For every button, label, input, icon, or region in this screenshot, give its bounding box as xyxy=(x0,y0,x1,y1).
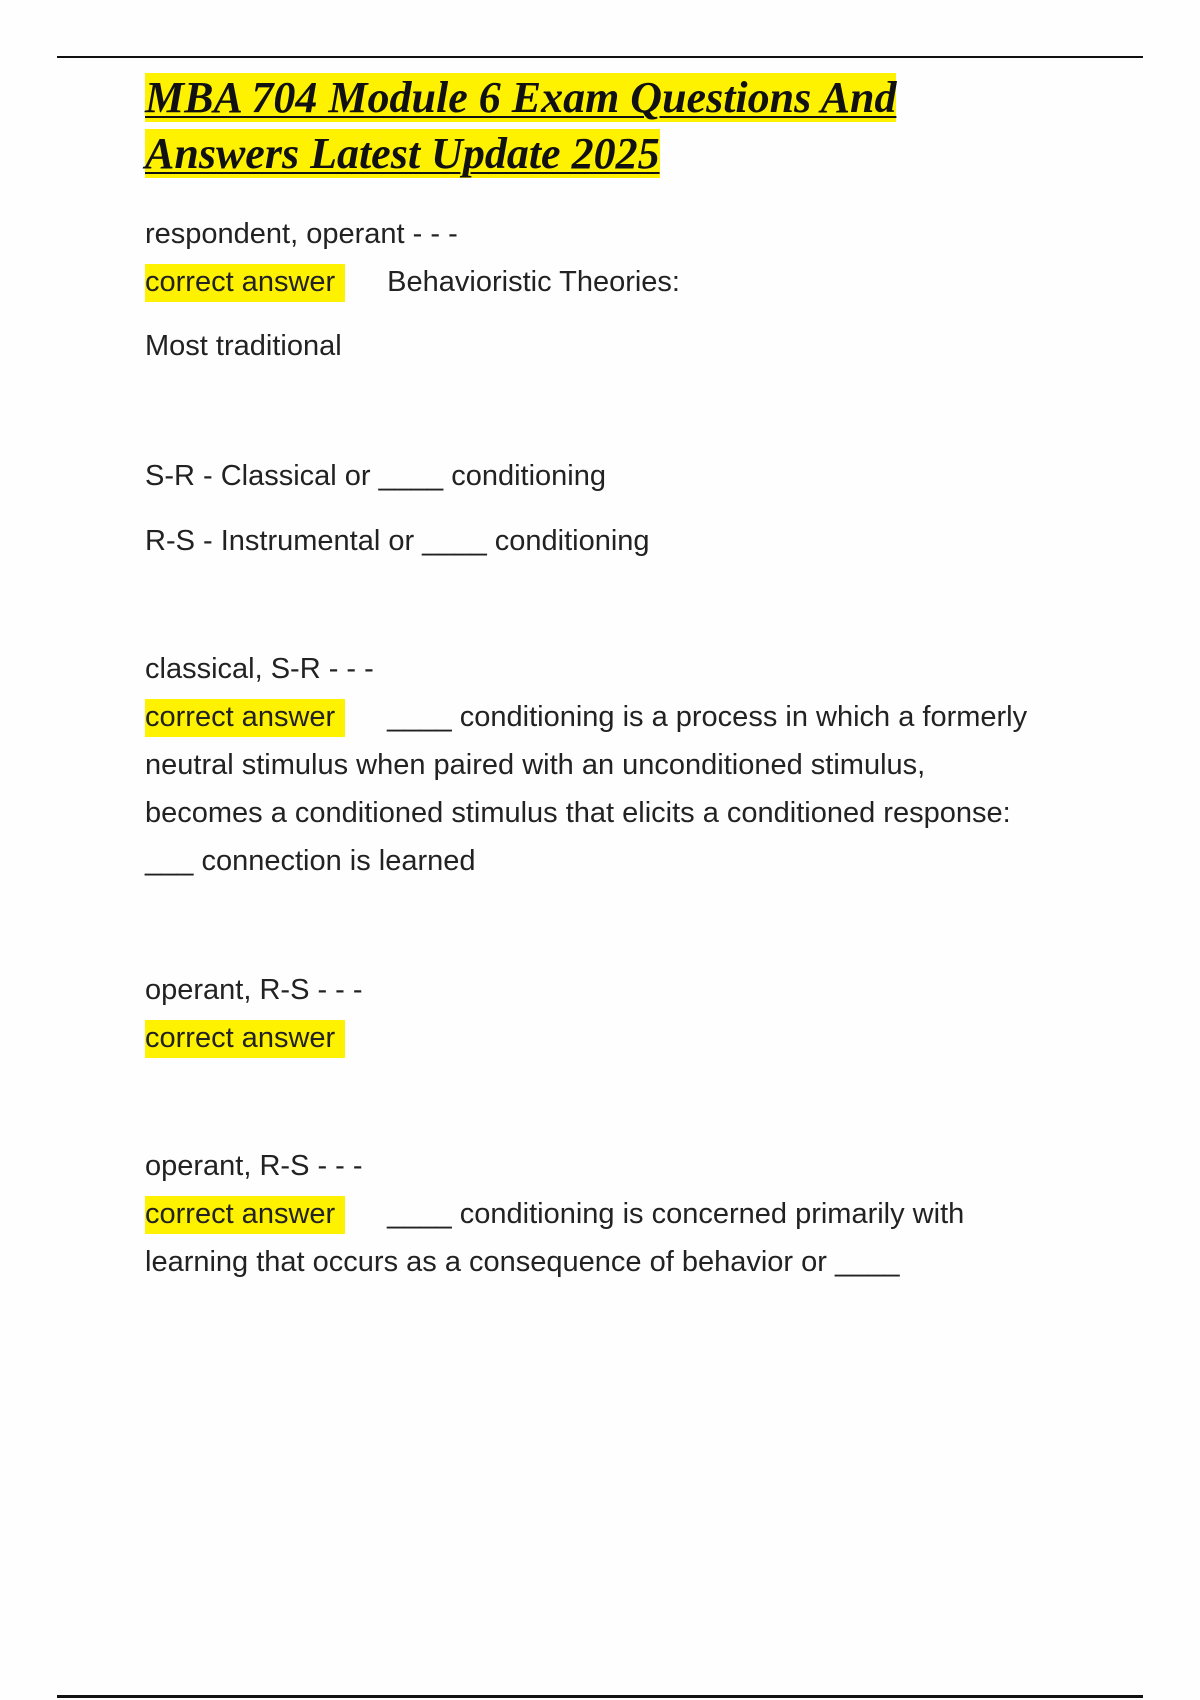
question-line xyxy=(145,1190,1105,1238)
question-text: ____ conditioning is a process in which a formerly xyxy=(387,701,1028,733)
title-line-1: MBA 704 Module 6 Exam Questions And xyxy=(145,73,897,122)
answer-text: operant, R-S - - - xyxy=(145,974,363,1006)
qa-entry xyxy=(145,645,1105,885)
question-text: becomes a conditioned stimulus that elicits a conditioned response: xyxy=(145,797,1011,829)
question-text: Behavioristic Theories: xyxy=(387,266,680,298)
title-line-2: Answers Latest Update 2025 xyxy=(145,129,660,178)
document-page xyxy=(145,70,1105,1278)
question-text: neutral stimulus when paired with an unconditioned stimulus, xyxy=(145,749,926,781)
correct-answer-label: correct answer xyxy=(145,1020,345,1058)
question-text: ____ conditioning is concerned primarily with xyxy=(387,1198,965,1230)
question-text: learning that occurs as a consequence of behavior or ____ xyxy=(145,1246,900,1278)
question-line xyxy=(145,1014,1105,1062)
qa-entry xyxy=(145,1142,1105,1286)
qa-entry xyxy=(145,210,1105,565)
answer-text: classical, S-R - - - xyxy=(145,653,374,685)
top-rule xyxy=(57,56,1143,58)
answer-text: respondent, operant - - - xyxy=(145,218,458,250)
correct-answer-label: correct answer xyxy=(145,264,345,302)
document-title xyxy=(145,70,1105,182)
question-text: ___ connection is learned xyxy=(145,845,476,877)
bottom-rule xyxy=(57,1695,1143,1698)
question-line xyxy=(145,258,1105,306)
correct-answer-label: correct answer xyxy=(145,699,345,737)
detail-line: Most traditional xyxy=(145,330,342,362)
qa-entry xyxy=(145,966,1105,1062)
answer-text: operant, R-S - - - xyxy=(145,1150,363,1182)
question-line xyxy=(145,693,1105,741)
detail-line: S-R - Classical or ____ conditioning xyxy=(145,460,606,492)
correct-answer-label: correct answer xyxy=(145,1196,345,1234)
detail-line: R-S - Instrumental or ____ conditioning xyxy=(145,525,650,557)
